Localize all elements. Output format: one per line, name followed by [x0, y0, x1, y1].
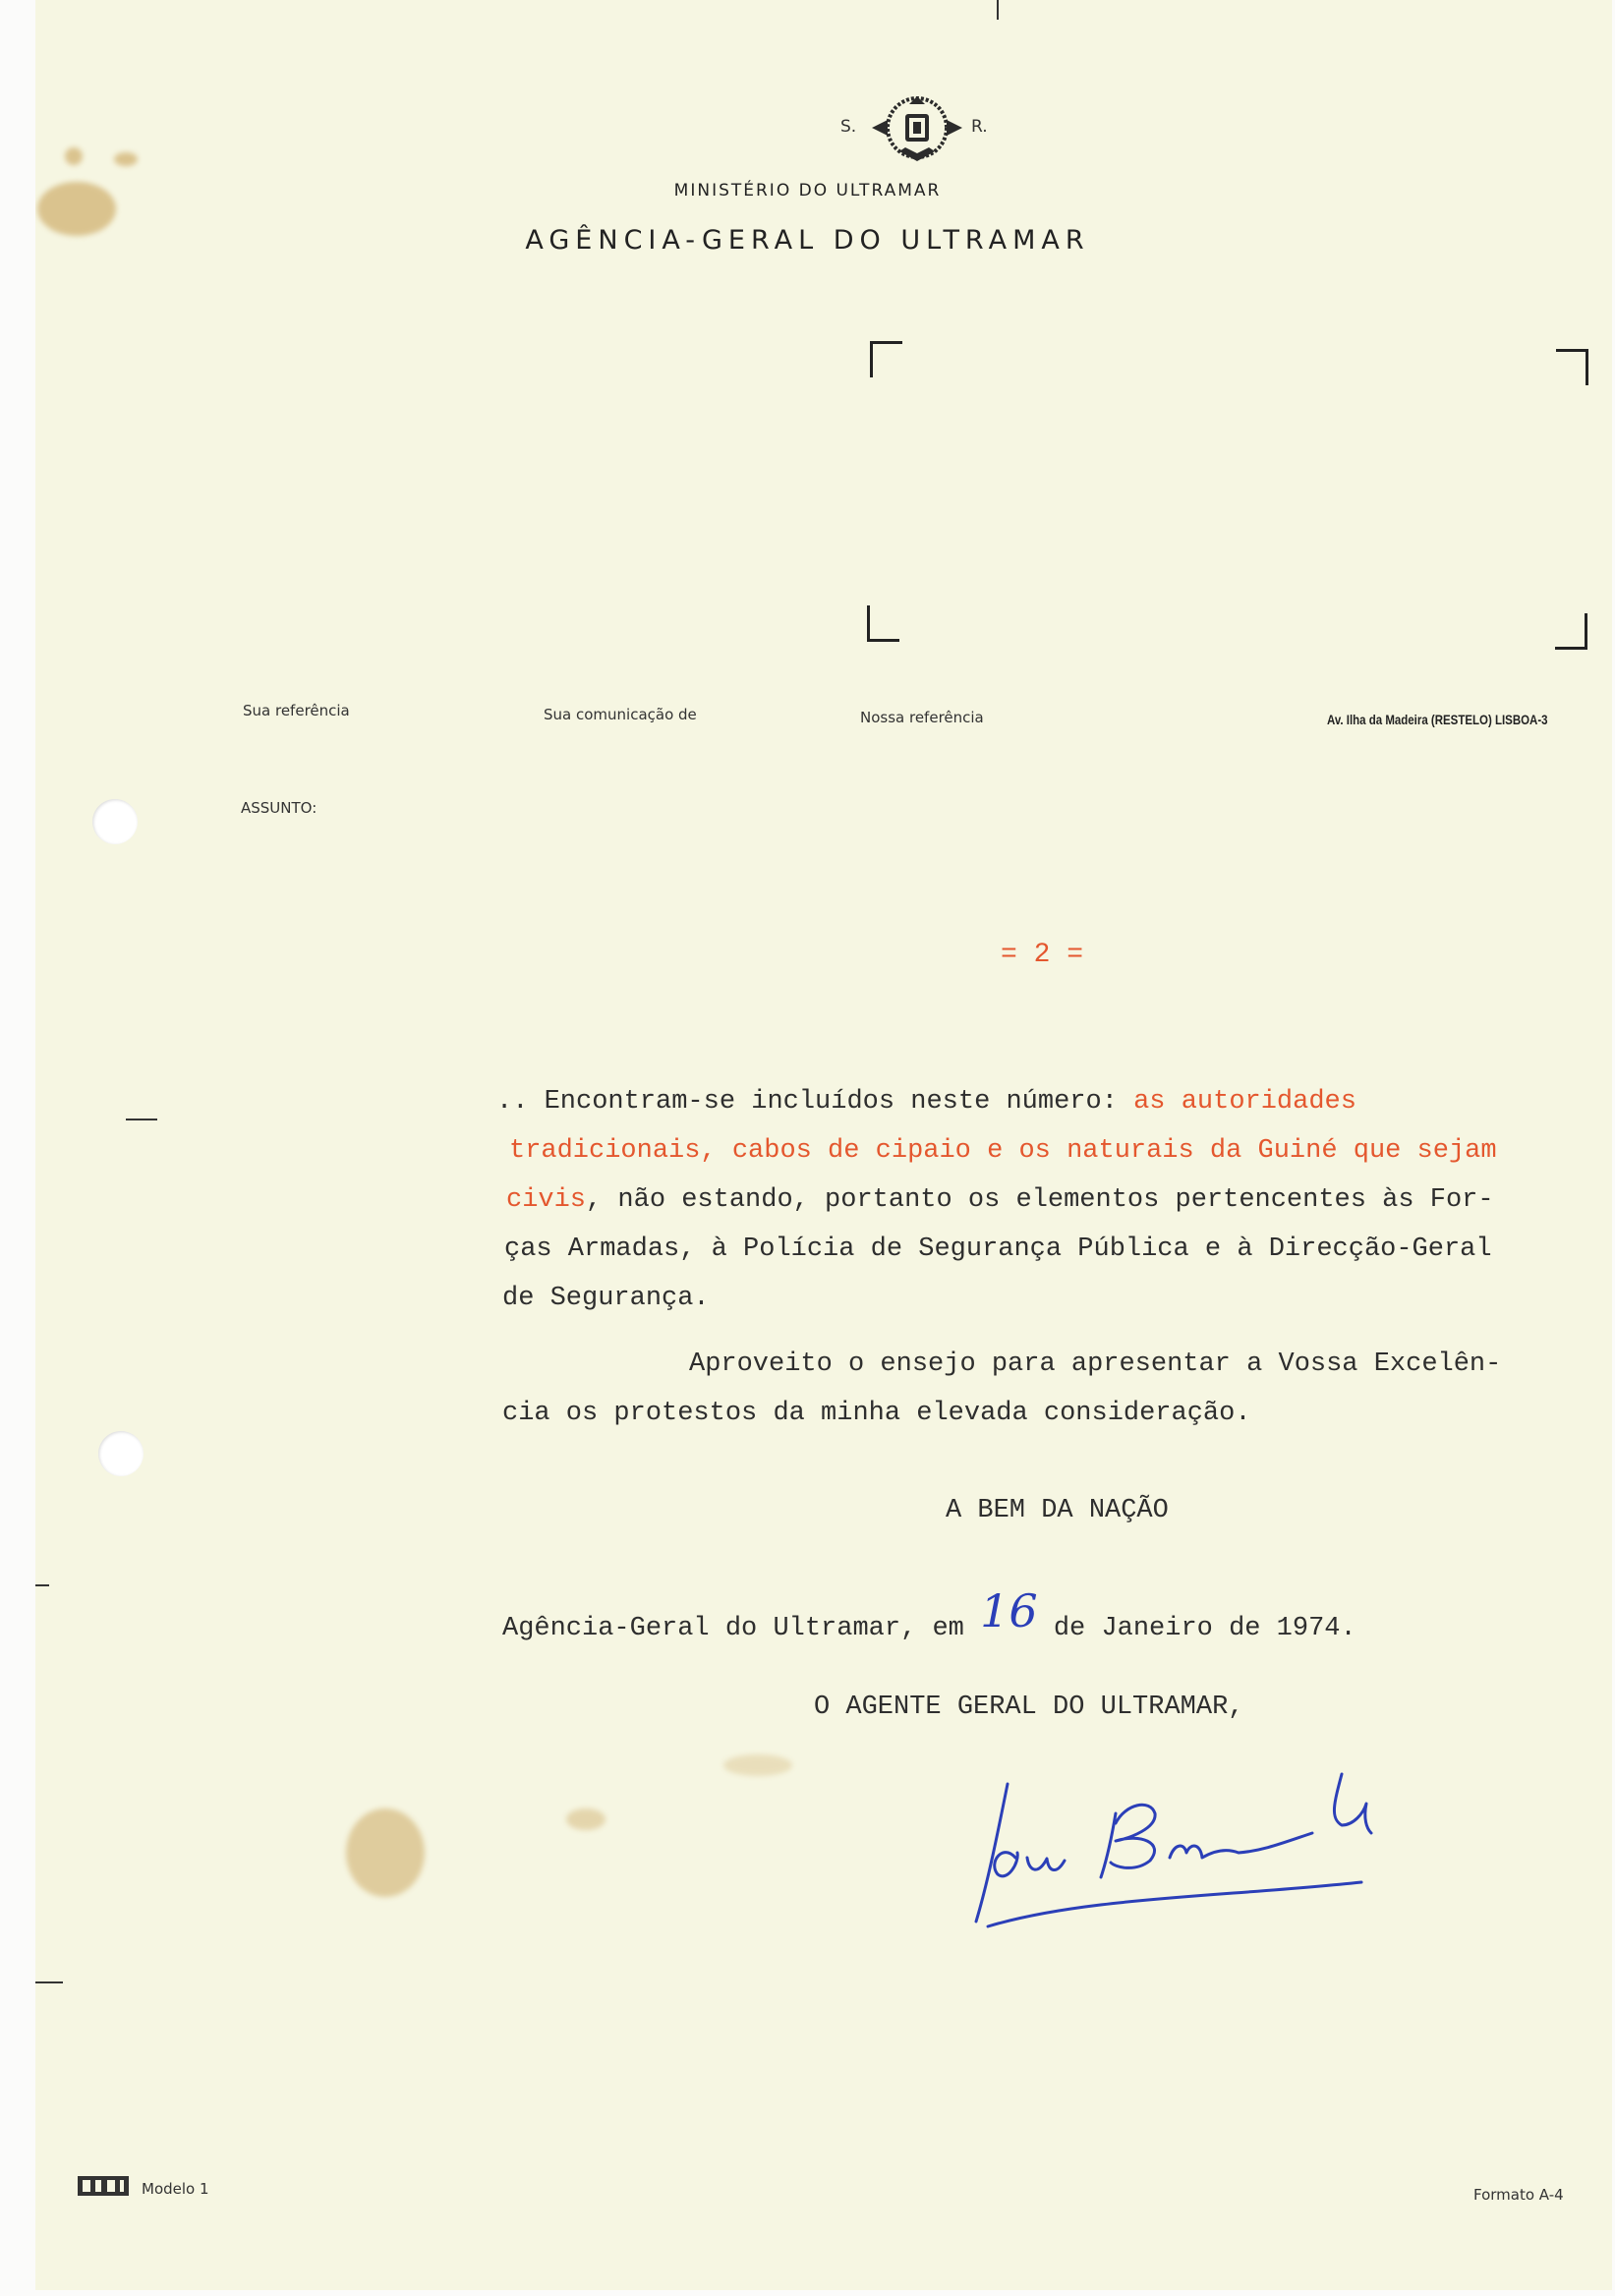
margin-mark	[126, 1119, 157, 1120]
highlighted-text: civis	[506, 1185, 587, 1215]
date-suffix: de Janeiro de 1974.	[1053, 1614, 1356, 1643]
signatory-title: O AGENTE GERAL DO ULTRAMAR,	[814, 1693, 1244, 1722]
margin-mark	[997, 0, 999, 20]
your-reference-label: Sua referência	[243, 702, 350, 719]
your-communication-label: Sua comunicação de	[544, 706, 697, 723]
handwritten-signature	[968, 1764, 1420, 1941]
paragraph-1-line-1	[496, 1087, 1356, 1117]
paragraph-1-line-2: tradicionais, cabos de cipaio e os naturais da Guiné que sejam	[509, 1136, 1497, 1166]
margin-mark	[35, 1981, 63, 1983]
printer-logo-icon	[78, 2174, 129, 2198]
subject-label: ASSUNTO:	[241, 799, 317, 817]
stain	[346, 1808, 425, 1897]
paragraph-1-line-5: de Segurança.	[502, 1284, 710, 1313]
paragraph-1-line-3	[506, 1185, 1494, 1215]
stain	[566, 1808, 606, 1830]
our-reference-label: Nossa referência	[860, 709, 984, 726]
ministry-name: MINISTÉRIO DO ULTRAMAR	[673, 181, 942, 201]
address-window-corner	[867, 605, 899, 642]
paragraph-1-line-4: ças Armadas, à Polícia de Segurança Pública e à Direcção-Geral	[504, 1234, 1492, 1264]
model-label: Modelo 1	[142, 2180, 209, 2198]
stain	[114, 152, 138, 166]
text-run: .. Encontram-se incluídos neste número:	[496, 1087, 1118, 1117]
agency-name: AGÊNCIA-GERAL DO ULTRAMAR	[525, 225, 1090, 256]
date-line	[502, 1584, 1356, 1645]
punch-hole	[98, 1431, 144, 1476]
paragraph-2-line-2: cia os protestos da minha elevada consideração.	[502, 1399, 1251, 1428]
page-number: = 2 =	[1001, 940, 1084, 970]
handwritten-day: 16	[980, 1584, 1038, 1637]
date-prefix: Agência-Geral do Ultramar, em	[502, 1614, 964, 1643]
coat-of-arms-icon	[870, 90, 964, 165]
salutation: A BEM DA NAÇÃO	[946, 1496, 1169, 1525]
address-window-corner	[1556, 349, 1588, 385]
address-window-corner	[870, 341, 902, 377]
address-window-corner	[1555, 613, 1587, 650]
highlighted-text: as autoridades	[1133, 1087, 1356, 1117]
format-label: Formato A-4	[1473, 2186, 1564, 2204]
letterhead-r: R.	[971, 117, 988, 137]
text-run: , não estando, portanto os elementos pertencentes às For-	[586, 1185, 1494, 1215]
margin-mark	[35, 1584, 49, 1586]
agency-address: Av. Ilha da Madeira (RESTELO) LISBOA-3	[1327, 712, 1548, 727]
paragraph-2-line-1: Aproveito o ensejo para apresentar a Vossa Excelên-	[689, 1349, 1502, 1379]
punch-hole	[92, 799, 138, 844]
letterhead-s: S.	[840, 117, 857, 137]
stain	[65, 147, 83, 165]
stain	[723, 1754, 792, 1776]
